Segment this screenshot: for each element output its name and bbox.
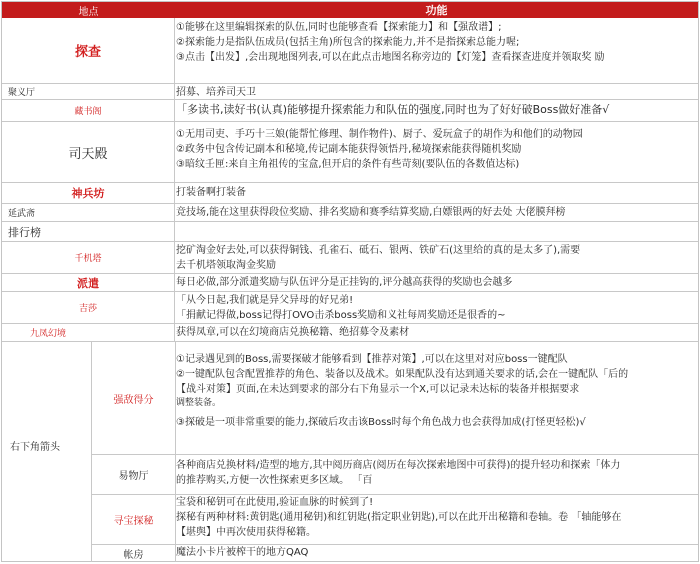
row-label: 排行榜 [2, 222, 175, 241]
row-label: 藏书阁 [2, 100, 175, 121]
bottom-group [2, 342, 698, 562]
row-text: 获得凤章,可以在幻境商店兑换秘籍、绝招募令及素材 [176, 327, 410, 338]
row-label: 聚义厅 [2, 84, 175, 99]
sub-row [92, 494, 698, 545]
row-text: ③探破是一项非常重要的能力,探破后攻击该Boss时每个角色战力也会获得加成(打怪更轻松)√ [176, 417, 586, 428]
row-text: ①能够在这里编辑探索的队伍,同时也能够查看【探索能力】和【强敌谱】; [176, 22, 502, 33]
group-label-cell [2, 342, 92, 562]
header-location: 地点 [78, 6, 99, 18]
table-row [2, 100, 698, 122]
row-text: 「捐献记得做,boss记得打OVO击杀boss奖励和义社每周奖励还是很香的~ [176, 310, 506, 321]
row-label: 探查 [2, 18, 175, 83]
row-label: 延武斋 [2, 204, 175, 221]
row-label: 司天殿 [2, 122, 175, 182]
sub-row [92, 454, 698, 495]
row-text: ②一键配队包含配置推荐的角色、装备以及战术。如果配队没有达到通关要求的话,会在一键配队「后的 [176, 369, 629, 380]
row-text: ③暗纹壬匣:来自主角祖传的宝盒,但开启的条件有些苛刻(要队伍的各数值达标) [176, 159, 520, 170]
sub-row-label: 易物厅 [92, 454, 176, 494]
row-text: 调整装备。 [176, 398, 222, 408]
row-label: 千机塔 [2, 242, 175, 273]
table-row [2, 18, 698, 84]
row-text: 魔法小卡片被榨干的地方QAQ [176, 547, 309, 558]
row-label: 九凤幻境 [2, 324, 175, 341]
row-text: ①记录遇见到的Boss,需要探破才能够看到【推荐对策】,可以在这里对对应boss一键配队 [176, 354, 568, 365]
row-label: 吉莎 [2, 292, 175, 323]
row-text: 招募、培养司天卫 [176, 87, 256, 98]
table-row [2, 183, 698, 204]
row-text: 挖矿淘金好去处,可以获得铜钱、孔雀石、砥石、银两、铁矿石(这里给的真的是太多了),需要 [176, 245, 581, 256]
row-text: 「从今日起,我们就是异父异母的好兄弟! [176, 295, 354, 306]
table-row [2, 292, 698, 324]
sub-row [92, 544, 698, 562]
info-table [1, 1, 699, 562]
table-header [2, 2, 698, 18]
row-text: 宝袋和秘钥可在此使用,验证血脉的时候到了! [176, 497, 374, 508]
table-row [2, 204, 698, 222]
row-text: 的推荐购买,方便一次性探索更多区域。 「百 [176, 475, 373, 486]
table-row [2, 274, 698, 292]
group-label: 右下角箭头 [10, 442, 60, 453]
sub-row-label: 帐房 [92, 544, 176, 562]
row-text: 【堪舆】中再次使用获得秘籍。 [176, 527, 316, 538]
sub-row-label: 强敌得分 [92, 342, 176, 454]
row-text: 【战斗对策】页面,在未达到要求的部分右下角显示一个X,可以记录未达标的装备并根据要求 [176, 384, 580, 395]
header-function: 功能 [425, 4, 448, 17]
row-text: ③点击【出发】,会出现地图列表,可以在此点击地图名称旁边的【灯笼】查看探查进度并领取奖 励 [176, 52, 605, 63]
row-text: 打装备啊打装备 [176, 187, 246, 198]
row-text: 探秘有两种材料:黄钥匙(通用秘钥)和红钥匙(指定职业钥匙),可以在此开出秘籍和卷轴。卷 「轴能够在 [176, 512, 622, 523]
table-row [2, 242, 698, 274]
table-row [2, 84, 698, 100]
row-text: 每日必做,部分派遣奖励与队伍评分是正挂钩的,评分越高获得的奖励也会越多 [176, 277, 513, 288]
row-text: 竞技场,能在这里获得段位奖励、排名奖励和赛季结算奖励,白嫖银两的好去处 大佬膜拜榜 [176, 207, 566, 218]
row-text: 去千机塔领取淘金奖励 [176, 260, 276, 271]
table-row [2, 122, 698, 183]
row-text: 各种商店兑换材料/造型的地方,其中阅历商店(阅历在每次探索地图中可获得)的提升轻功和探索「体力 [176, 460, 621, 471]
row-text: ①无用司吏、手巧十三娘(能帮忙修理、制作物件)、厨子、爱玩盒子的胡作为和他们的动物园 [176, 129, 583, 140]
row-text: ②政务中包含传记副本和秘境,传记副本能获得领悟丹,秘境探索能获得随机奖励 [176, 144, 522, 155]
table-row [2, 324, 698, 342]
row-label: 神兵坊 [2, 183, 175, 203]
sub-row-label: 寻宝探秘 [92, 494, 176, 544]
row-text: ②探索能力是指队伍成员(包括主角)所包含的探索能力,并不是指探索总能力喔; [176, 37, 520, 48]
row-text: 「多读书,读好书(认真)能够提升探索能力和队伍的强度,同时也为了好好破Boss做好准备√ [176, 103, 610, 116]
table-row [2, 222, 698, 242]
row-label: 派遣 [2, 274, 175, 291]
sub-row [92, 342, 698, 455]
